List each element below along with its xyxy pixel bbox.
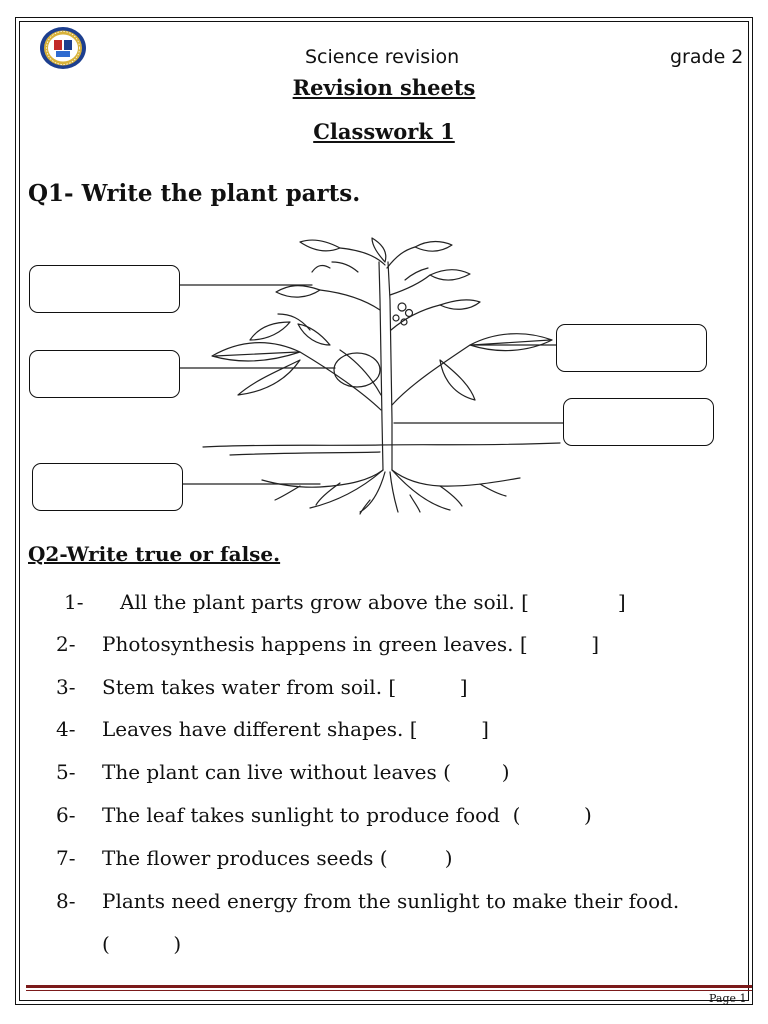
item-number: 1- (64, 590, 84, 614)
item-answer-blank: ( ) (102, 932, 182, 956)
item-number: 7- (56, 846, 76, 870)
item-statement: Stem takes water from soil. [ ] (102, 675, 468, 699)
item-statement: Photosynthesis happens in green leaves. [ ] (102, 632, 600, 656)
item-statement: All the plant parts grow above the soil. [ ] (120, 590, 626, 614)
label-box-flower[interactable] (29, 265, 180, 313)
item-statement: Leaves have different shapes. [ ] (102, 717, 489, 741)
page-number: Page 1 (709, 992, 747, 1005)
footer-rule (26, 985, 752, 988)
label-box-root[interactable] (32, 463, 183, 511)
label-box-leaf-right[interactable] (556, 324, 707, 372)
item-number: 8- (56, 889, 76, 913)
item-statement: Plants need energy from the sunlight to make their food. (102, 889, 680, 913)
footer-rule-thin (26, 990, 752, 991)
label-box-stem[interactable] (563, 398, 714, 446)
item-number: 2- (56, 632, 76, 656)
item-statement: The flower produces seeds ( ) (102, 846, 453, 870)
grade-label: grade 2 (670, 46, 744, 68)
item-number: 5- (56, 760, 76, 784)
question-2-heading: Q2-Write true or false. (28, 542, 281, 566)
question-1-heading: Q1- Write the plant parts. (28, 180, 361, 207)
item-number: 4- (56, 717, 76, 741)
sheet-title: Revision sheets (292, 75, 476, 100)
sheet-subtitle: Classwork 1 (313, 119, 455, 144)
item-number: 3- (56, 675, 76, 699)
label-box-leaf[interactable] (29, 350, 180, 398)
item-number: 6- (56, 803, 76, 827)
item-statement: The leaf takes sunlight to produce food ( ) (102, 803, 592, 827)
item-statement: The plant can live without leaves ( ) (102, 760, 510, 784)
subject-label: Science revision (305, 46, 460, 68)
